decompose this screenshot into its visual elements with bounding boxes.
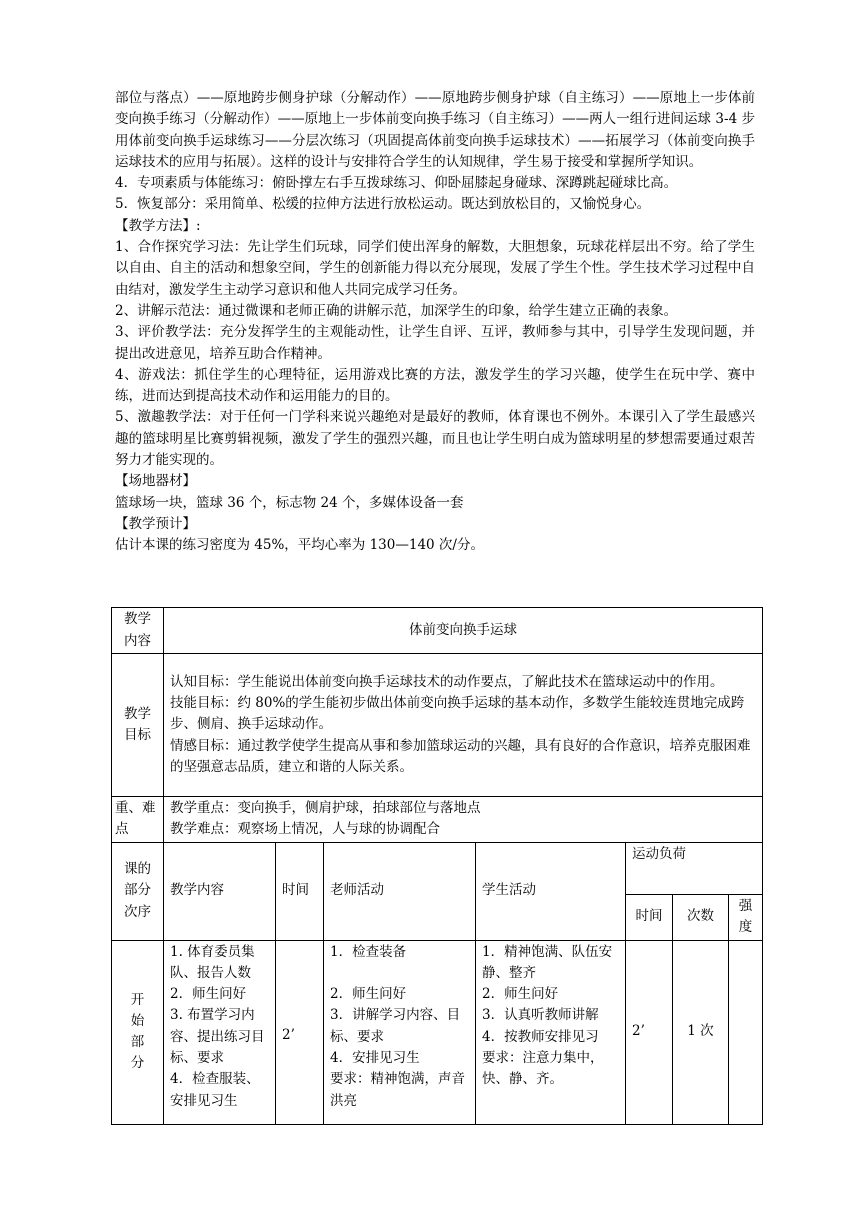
paragraph-method-4: 4、游戏法：抓住学生的心理特征，运用游戏比赛的方法，激发学生的学习兴趣，使学生在玩中学、赛中练，进而达到提高技术动作和运用能力的目的。 bbox=[115, 366, 755, 405]
content-label: 教学 内容 bbox=[112, 608, 164, 654]
header-teacher: 老师活动 bbox=[324, 842, 476, 940]
paragraph-forecast: 估计本课的练习密度为 45%，平均心率为 130—140 次/分。 bbox=[115, 537, 484, 554]
row-student: 1．精神饱满、队伍安静、整齐 2．师生问好 3．认真听教师讲解 4．按教师安排见习 要求：注意力集中，快、静、齐。 bbox=[476, 940, 626, 1124]
paragraph-recovery: 5．恢复部分：采用简单、松缓的拉伸方法进行放松运动。既达到放松目的，又愉悦身心。 bbox=[115, 196, 651, 213]
header-time: 时间 bbox=[276, 842, 324, 940]
row-load-time: 2’ bbox=[626, 940, 673, 1124]
lesson-plan-table bbox=[111, 607, 763, 1125]
heading-teaching-methods: 【教学方法】: bbox=[115, 217, 201, 234]
table-row bbox=[112, 608, 763, 654]
header-load: 运动负荷 bbox=[626, 842, 763, 894]
body-text bbox=[115, 88, 755, 557]
content-value: 体前变向换手运球 bbox=[164, 608, 763, 654]
row-time: 2’ bbox=[276, 940, 324, 1124]
heading-teaching-forecast: 【教学预计】 bbox=[115, 515, 196, 532]
key-label: 重、难 点 bbox=[112, 797, 164, 843]
header-load-count: 次数 bbox=[673, 894, 729, 940]
table-row bbox=[112, 797, 763, 843]
row-load-count: 1 次 bbox=[673, 940, 729, 1124]
row-teacher: 1．检查装备 2．师生问好 3．讲解学习内容、目标、要求 4．安排见习生 要求：精神饱满，声音洪亮 bbox=[324, 940, 476, 1124]
table-row bbox=[112, 940, 763, 1124]
paragraph-equipment: 篮球场一块，篮球 36 个，标志物 24 个，多媒体设备一套 bbox=[115, 494, 464, 511]
header-student: 学生活动 bbox=[476, 842, 626, 940]
paragraph-method-2: 2、讲解示范法：通过微课和老师正确的讲解示范，加深学生的印象，给学生建立正确的表象。 bbox=[115, 302, 678, 319]
paragraph-method-1: 1、合作探究学习法：先让学生们玩球，同学们使出浑身的解数，大胆想象，玩球花样层出不穷。给了学生以自由、自主的活动和想象空间，学生的创新能力得以充分展现，发展了学生个性。学生技术学习过程中自由结对，激发学生主动学习意识和他人共同完成学习任务。 bbox=[115, 239, 755, 298]
header-load-intensity: 强 度 bbox=[729, 894, 763, 940]
header-section: 课的 部分 次序 bbox=[112, 842, 164, 940]
paragraph-method-5: 5、激趣教学法：对于任何一门学科来说兴趣绝对是最好的教师，体育课也不例外。本课引入了学生最感兴趣的篮球明星比赛剪辑视频，激发了学生的强烈兴趣，而且也让学生明白成为篮球明星的梦想需要通过艰苦努力才能实现的。 bbox=[115, 409, 755, 469]
key-value: 教学重点：变向换手，侧肩护球，拍球部位与落地点 教学难点：观察场上情况，人与球的协调配合 bbox=[164, 797, 763, 843]
heading-venue-equipment: 【场地器材】 bbox=[115, 473, 196, 490]
row-section: 开 始 部 分 bbox=[112, 940, 164, 1124]
row-load-intensity bbox=[729, 940, 763, 1124]
paragraph-method-3: 3、评价教学法：充分发挥学生的主观能动性，让学生自评、互评，教师参与其中，引导学生发现问题，并提出改进意见，培养互助合作精神。 bbox=[115, 324, 755, 362]
table-header-row bbox=[112, 842, 763, 894]
row-content: 1. 体育委员集队、报告人数 2．师生问好 3. 布置学习内容、提出练习目标、要求 4．检查服装、安排见习生 bbox=[164, 940, 276, 1124]
table-row bbox=[112, 654, 763, 797]
header-load-time: 时间 bbox=[626, 894, 673, 940]
goals-label: 教学 目标 bbox=[112, 654, 164, 797]
goals-value: 认知目标：学生能说出体前变向换手运球技术的动作要点，了解此技术在篮球运动中的作用。 技能目标：约 80%的学生能初步做出体前变向换手运球的基本动作，多数学生能较连贯地完成跨步、侧肩、换手运球动作。 情感目标：通过教学使学生提高从事和参加篮球运动的兴趣，具有良好的合作意识，培养克服困难的坚强意志品质，建立和谐的人际关系。 bbox=[164, 654, 763, 797]
paragraph-design-sequence: 部位与落点）——原地跨步侧身护球（分解动作）——原地跨步侧身护球（自主练习）——原地上一步体前变向换手练习（分解动作）——原地上一步体前变向换手练习（自主练习）——两人一组行进间运球 3-4 步用体前变向换手运球练习——分层次练习（巩固提高体前变向换手运球技术）——拓展学习（体前变向换手运球技术的应用与拓展）。这样的设计与安排符合学生的认知规律，学生易于接受和掌握所学知识。 bbox=[115, 90, 755, 170]
header-content: 教学内容 bbox=[164, 842, 276, 940]
paragraph-fitness: 4．专项素质与体能练习：俯卧撑左右手互拨球练习、仰卧屈膝起身碰球、深蹲跳起碰球比高。 bbox=[115, 175, 678, 192]
